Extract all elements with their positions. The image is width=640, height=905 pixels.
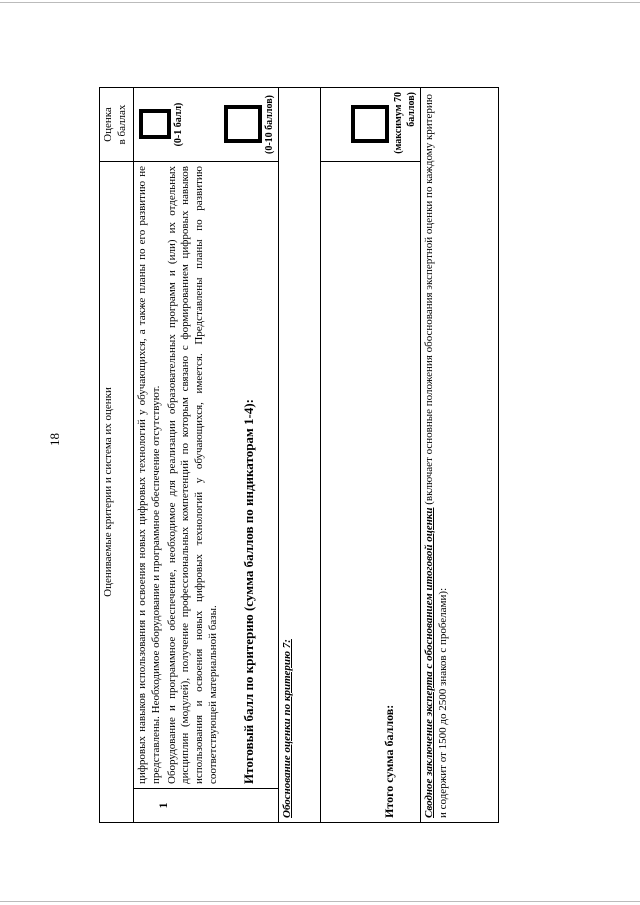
score-range-note: (0-1 балл) [173,102,184,147]
row-number-cell [134,789,279,823]
row-number: 1 [156,802,170,809]
page-number: 18 [47,433,62,446]
total-score-range-note: (0-10 баллов) [263,95,275,154]
justification-row [279,88,321,823]
conclusion-cell [421,88,499,823]
total-sum-label-cell [321,162,421,823]
rotated-table-container [99,88,497,823]
score-header-cell [100,88,134,162]
scan-edge-line [0,901,640,902]
scan-edge-line [0,2,640,3]
total-sum-score-cell [321,88,421,162]
criteria-header-cell [100,162,134,823]
score-input-box[interactable] [139,110,171,140]
criteria-table [99,87,499,823]
score-header-label-1: Оценка [102,107,114,142]
total-sum-label: Итого сумма баллов: [381,704,396,818]
criterion-score-cell [134,88,279,162]
criterion-total-label: Итоговый балл по критерию (сумма баллов по индикаторам 1-4): [240,398,256,784]
criterion-text-cell [134,162,279,789]
justification-cell [279,88,321,823]
conclusion-row [421,88,499,823]
justification-label: Обоснование оценки по критерию 7: [281,639,293,818]
criterion-paragraph-1: цифровых навыков использования и освоения новых цифровых технологий у обучающихся, а также планы по его развитию не представлены. Необходимое оборудование и программное обеспечение отсутствуют. [136,166,162,784]
total-sum-input-box[interactable] [351,106,389,144]
conclusion-label: Сводное заключение эксперта с обоснованием итоговой оценки [423,507,435,818]
table-header-row [100,88,134,823]
criterion-row [134,88,279,823]
conclusion-text: (включает основные положения обоснования экспертной оценки по каждому критерию и содержит от 1500 до 2500 знаков с пробелами): [423,94,449,818]
total-score-input-box[interactable] [224,106,262,144]
score-header-label-2: в баллах [115,104,128,145]
criterion-paragraph-2: Оборудование и программное обеспечение, необходимое для реализации образовательных программ и (или) их отдельных дисциплин (модулей), получение профессиональных компетенций по которым связано с формированием цифровых навыков использования и освоения новых цифровых технологий у обучающихся, имеется. Представлены планы по развитию соответствующей материальной базы. [165,166,219,784]
total-sum-row [321,88,421,823]
criteria-header-label: Оцениваемые критерии и система их оценки [102,387,114,597]
total-sum-max-note: (максимум 70 баллов) [393,92,417,154]
